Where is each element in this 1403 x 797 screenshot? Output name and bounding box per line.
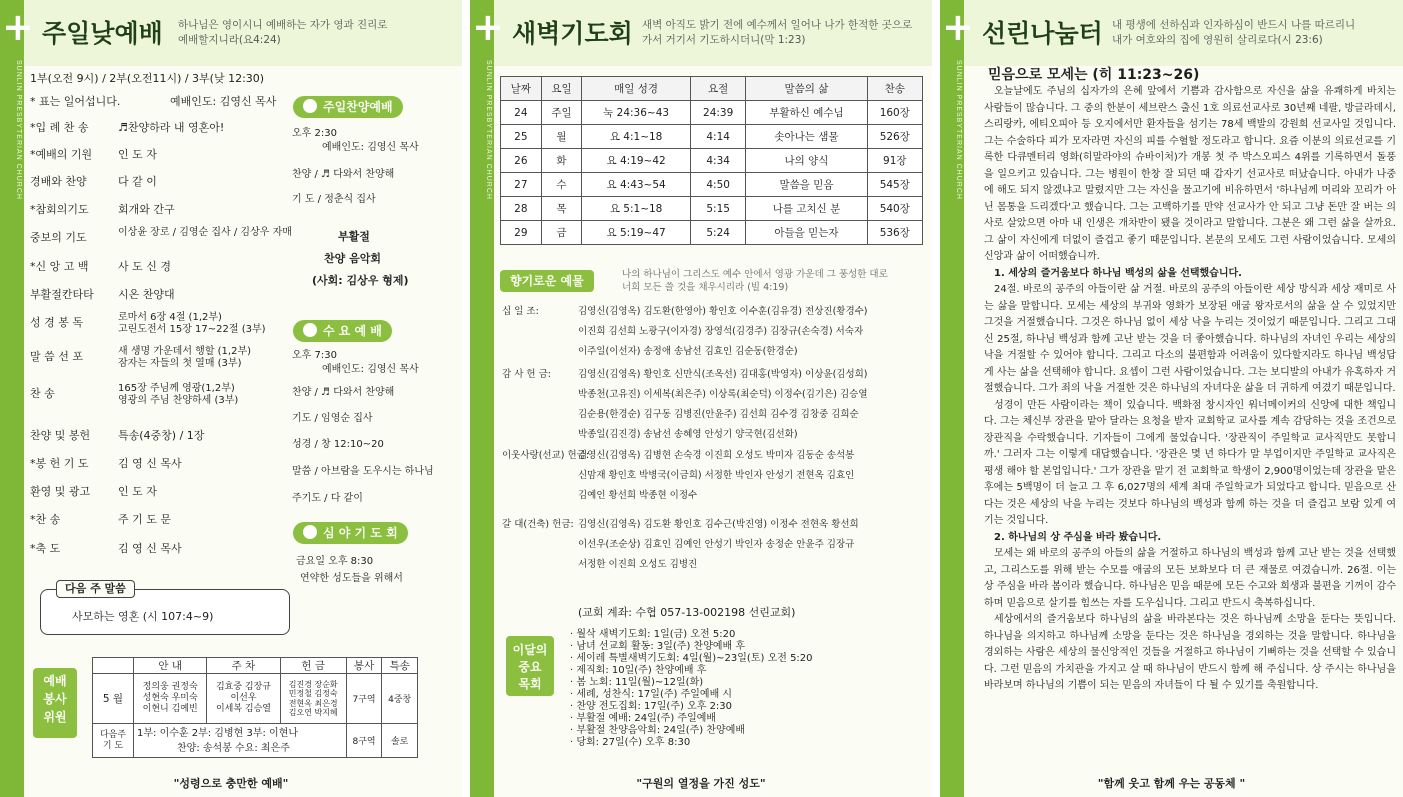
dawn-cell: 29 — [501, 221, 542, 245]
vol-service: 7구역 — [346, 674, 382, 724]
wednesday-sermon: 말씀 / 아브람을 도우시는 하나님 — [292, 466, 434, 477]
order-label: 말 씀 선 포 — [30, 350, 83, 363]
dawn-cell: 24:39 — [690, 101, 746, 125]
dawn-header: 말씀의 삶 — [746, 77, 867, 101]
dawn-cell: 5:24 — [690, 221, 746, 245]
header-verse: 하나님은 영이시니 예배하는 자가 영과 진리로 예배할지니라(요4:24) — [178, 19, 388, 46]
dawn-cell: 545장 — [867, 173, 922, 197]
sermon-paragraph: 모세는 왜 바로의 공주의 아들의 삶을 거절하고 하나님의 백성과 함께 고난 받는 것을 선택했고, 그리스도를 위해 받는 수모를 애굽의 모든 보화보다 더 큰 재물로 여겼습니까. 26절. 이는 상 주심을 바라 봄이라 했습니다. 하나님은 믿음 때문에 모든 수고와 희생과 불편을 기꺼이 감수하며 믿음으로 살기를 힘쓰는 자를 도우십니다. 그리고 반드시 축복하십니다. — [984, 548, 1396, 609]
dawn-cell: 160장 — [867, 101, 922, 125]
offering-names: 신맘재 황인호 박병국(이금희) 서정한 박인자 안성기 전현옥 김효인 — [578, 470, 855, 481]
dawn-header: 찬송 — [867, 77, 922, 101]
event-item: · 제직회: 10일(주) 찬양예배 후 — [570, 665, 707, 676]
event-item: · 찬양 전도집회: 17일(주) 오후 2:30 — [570, 701, 733, 712]
order-value: 주 기 도 문 — [118, 513, 171, 526]
dawn-row — [501, 125, 923, 149]
cross-icon: + — [2, 5, 34, 49]
dawn-cell: 25 — [501, 125, 542, 149]
offering-names: 이진희 김선희 노광구(이자경) 장영석(김경주) 김장규(손숙경) 서숙자 — [578, 326, 864, 337]
vol-next-label: 다음주 기 도 — [93, 724, 134, 758]
offering-names: 박종일(김진경) 송남선 송혜영 안성기 양국현(김선화) — [578, 429, 798, 440]
offering-names: 서정한 이진희 오성도 김병진 — [578, 559, 698, 570]
order-label: 찬 송 — [30, 387, 55, 400]
easter-concert: 찬양 음악회 — [324, 252, 381, 265]
dawn-cell: 목 — [541, 197, 582, 221]
badge-label: 수 요 예 배 — [323, 324, 382, 338]
dawn-cell: 나의 양식 — [746, 149, 867, 173]
worship-icon — [303, 525, 317, 539]
easter-host: (사회: 김상우 형제) — [312, 274, 409, 287]
order-value: 회개와 간구 — [118, 203, 175, 216]
order-value: 예배인도: 김영신 목사 — [170, 95, 277, 108]
order-value: 이상윤 장로 / 김영순 집사 / 김상우 자매 — [118, 227, 292, 238]
church-name-vertical: SUNLIN PRESBYTERIAN CHURCH — [15, 60, 22, 200]
order-label: *봉 헌 기 도 — [30, 457, 89, 470]
header-verse: 내 평생에 선하심과 인자하심이 반드시 나를 따르리니 내가 여호와의 집에 영원히 살리로다(시 23:6) — [1112, 19, 1356, 46]
dawn-cell: 4:50 — [690, 173, 746, 197]
offering-names: 이선우(조순상) 김효인 김예인 안성기 박인자 송정순 안윤주 김장규 — [578, 539, 855, 550]
order-label: 중보의 기도 — [30, 231, 87, 244]
dawn-cell: 말씀을 믿음 — [746, 173, 867, 197]
sermon-point: 2. 하나님의 상 주심을 바라 봤습니다. — [994, 531, 1162, 543]
panel-sharing — [940, 0, 1403, 797]
vol-next-line1: 1부: 이수훈 2부: 김병현 3부: 이현나 — [137, 727, 299, 739]
order-value: 김 영 신 목사 — [118, 542, 182, 555]
panel-dawn-prayer — [470, 0, 932, 797]
easter-title: 부활절 — [338, 230, 370, 243]
vol-header: 주 차 — [207, 658, 280, 674]
vol-special: 4중창 — [382, 674, 418, 724]
order-label: 성 경 봉 독 — [30, 316, 83, 329]
dawn-cell: 월 — [541, 125, 582, 149]
page-title: 주일낮예배 — [42, 19, 163, 48]
offering-names: 김영신(김영옥) 김병현 손숙경 이진희 오성도 박미자 김동순 송석봉 — [578, 450, 855, 461]
order-label: *참회의기도 — [30, 203, 89, 216]
dawn-cell: 요 4:1~18 — [582, 125, 691, 149]
vol-corner — [93, 658, 134, 674]
service-times: 1부(오전 9시) / 2부(오전11시) / 3부(낮 12:30) — [30, 72, 265, 85]
order-value: 새 생명 가운데서 행할 (1,2부) 잠자는 자들의 첫 열매 (3부) — [118, 346, 252, 369]
event-item: · 봄 노회: 11일(월)~12일(화) — [570, 677, 704, 688]
dawn-header: 요일 — [541, 77, 582, 101]
dawn-cell: 솟아나는 샘물 — [746, 125, 867, 149]
offering-names: 이주일(이선자) 송정애 송남선 김효인 김순동(한경순) — [578, 346, 798, 357]
vol-offering: 김진경 장순화 민정철 김정숙 전현옥 최은경 김오연 박지혜 — [280, 674, 346, 724]
dawn-cell: 주일 — [541, 101, 582, 125]
vol-next-prayer — [134, 724, 347, 758]
wednesday-time: 오후 7:30 — [292, 350, 337, 361]
vol-month: 5 월 — [93, 674, 134, 724]
panel-footer: "함께 웃고 함께 우는 공동체 " — [1097, 777, 1246, 790]
event-item: · 세이레 특별새벽기도회: 4일(월)~23일(토) 오전 5:20 — [570, 653, 813, 664]
dawn-schedule-table — [500, 76, 923, 245]
header-verse: 새벽 아직도 밝기 전에 예수께서 일어나 나가 한적한 곳으로 가서 거기서 기도하시더니(막 1:23) — [642, 19, 913, 46]
order-value: 김 영 신 목사 — [118, 457, 182, 470]
panel-footer: "구원의 열정을 가진 성도" — [636, 777, 766, 790]
dawn-row — [501, 221, 923, 245]
event-item: · 남녀 선교회 활동: 3일(주) 찬양예배 후 — [570, 641, 746, 652]
event-item: · 부활절 예배: 24일(주) 주일예배 — [570, 713, 717, 724]
offering-category: 감 사 헌 금: — [502, 369, 551, 380]
dawn-cell: 요 4:19~42 — [582, 149, 691, 173]
dawn-cell: 540장 — [867, 197, 922, 221]
offering-names: 김영신(김영옥) 김도환 황인호 김수근(박진영) 이정수 전현옥 황선희 — [578, 519, 859, 530]
dawn-cell: 부활하신 예수님 — [746, 101, 867, 125]
vol-header: 특송 — [382, 658, 418, 674]
sermon-paragraph: 성경이 만든 사람이라는 책이 있습니다. 백화점 창시자인 워너메이커의 신앙에 대한 책입니다. 그는 체신부 장관을 맡아 달라는 요청을 받자 교회학교 교사를 계속 감당하는 것을 조건으로 장관직을 수락했습니다. 기자들이 그에게 물었습니다. '장관직이 주일학교 교사직만도 못합니까.' 그러자 그는 이렇게 대답했습니다. '장관은 몇 년 하다가 말 부업이지만 주일학교 교사직은 평생 해야 할 본업입니다.' 그가 장관을 맡기 전 교회학교 학생이 2,900명이었는데 장관을 맡은 후에는 5백명이 더 늘고 그 후 6,027명의 세계 최대 주일학교가 되었다고 합니다. 믿음으로 산다는 것은 세상의 낙을 누리는 것보다 하나님의 백성과 함께 하는 것을 더 즐겁고 보람 있게 여기는 것입니다. — [984, 399, 1396, 526]
wednesday-scripture: 성경 / 창 12:10~20 — [292, 439, 384, 450]
order-label: * 표는 일어섭니다. — [30, 95, 121, 108]
dawn-cell: 나를 고치신 분 — [746, 197, 867, 221]
events-label: 이달의 중요 목회 — [506, 636, 554, 696]
dawn-cell: 24 — [501, 101, 542, 125]
dawn-cell: 요 5:19~47 — [582, 221, 691, 245]
sermon-body — [984, 84, 1396, 695]
order-value: 특송(4중창) / 1장 — [118, 429, 205, 442]
offering-names: 김영신(김영옥) 황인호 신만식(조옥선) 김대홍(박영자) 이상윤(김성희) — [578, 369, 868, 380]
order-value: 시온 찬양대 — [118, 288, 175, 301]
event-item: · 월삭 새벽기도회: 1일(금) 오전 5:20 — [570, 629, 736, 640]
next-week-text: 사모하는 영혼 (시 107:4~9) — [72, 610, 214, 623]
offering-category: 갈 대(건축) 헌금: — [502, 519, 574, 530]
order-label: 경배와 찬양 — [30, 175, 87, 188]
order-label: 환영 및 광고 — [30, 485, 91, 498]
offering-category: 십 일 조: — [502, 306, 539, 317]
dawn-cell: 아들을 믿는자 — [746, 221, 867, 245]
sunday-praise-leader: 예배인도: 김영신 목사 — [322, 142, 419, 153]
side-strip — [470, 0, 494, 797]
vol-header: 헌 금 — [280, 658, 346, 674]
order-value: 인 도 자 — [118, 148, 157, 161]
order-value: ♬찬양하라 내 영혼아! — [118, 121, 225, 134]
dawn-cell: 536장 — [867, 221, 922, 245]
panel-sunday-worship — [0, 0, 462, 797]
vol-next-service: 8구역 — [346, 724, 382, 758]
night-prayer-time: 금요일 오후 8:30 — [296, 556, 374, 567]
sermon-paragraph: 세상에서의 즐거움보다 하나님의 삶을 바라본다는 것은 하나님께 소망을 둔다는 뜻입니다. 하나님을 의지하고 하나님께 소망을 둔다는 것은 하나님을 경외하는 것을 말합니다. 하나님을 경외하는 사람은 세상의 물신앙적인 것들을 거절하고 하나님이 기뻐하는 것을 선택할 수 있습니다. 그런 믿음의 가치관을 가지고 살 때 하나님이 반드시 함께 해 주십니다. 상 주시는 하나님을 바라보며 하나님의 기쁨이 되는 믿음의 자녀들이 다 될 수 있기를 축원합니다. — [984, 614, 1396, 691]
order-label: 찬양 및 봉헌 — [30, 429, 91, 442]
sunday-praise-time: 오후 2:30 — [292, 128, 337, 139]
vol-next-line2: 찬양: 송석봉 수요: 최은주 — [177, 742, 290, 754]
dawn-cell: 28 — [501, 197, 542, 221]
order-value: 로마서 6장 4절 (1,2부) 고린도전서 15장 17~22절 (3부) — [118, 312, 266, 335]
order-label: *입 례 찬 송 — [30, 121, 89, 134]
sermon-paragraph: 오늘날에도 주님의 십자가의 은혜 앞에서 기쁨과 감사함으로 자신을 삶을 유쾌하게 바치는 사람들이 많습니다. 그 중의 한분이 세브란스 출신 1호 의료선교사로 30년째 네팔, 방글라데시, 스리랑카, 에티오피아 등 오지에서만 환자들을 섬기는 78세 백발의 강원희 선교사일 것입니다. 그는 수술하다 피가 모자라면 자신의 피를 수혈할 정도라고 합니다. 요즘 이분의 의료선교를 기록한 다큐멘터리 영화(히말라야의 슈바이처)가 개봉 첫 주 박스오피스 4위를 기록하면서 돌풍을 일으키고 있습니다. 그는 병원이 한창 잘 되던 때 갑자기 선교사로 떠났습니다. 아내가 나중에 해도 되지 않겠냐고 말렸지만 그는 자신을 물고기에 비유하면서 '하나님께 머리와 꼬리가 아닌 몸통을 드리겠다'고 했습니다. 그는 고백하기를 만약 선교사가 안 되고 그냥 돈만 잘 버는 의사로 살았으면 아마 내 인생은 개차반이 됐을 것이라고 말합니다. 그분은 왜 그런 삶을 살까요. 그 삶이 자신에게 더없이 즐겁고 좋기 때문입니다. 본문의 모세도 그런 사람이었습니다. 모세의 신앙과 삶이 어떠했습니까. — [984, 86, 1396, 262]
bank-account: (교회 계좌: 수협 057-13-002198 선린교회) — [578, 606, 796, 619]
dawn-cell: 4:14 — [690, 125, 746, 149]
dawn-row — [501, 101, 923, 125]
page-title: 선린나눔터 — [982, 19, 1103, 48]
badge-label: 심 야 기 도 회 — [323, 526, 398, 540]
dawn-cell: 눅 24:36~43 — [582, 101, 691, 125]
dawn-row — [501, 149, 923, 173]
dawn-cell: 526장 — [867, 125, 922, 149]
dawn-cell: 금 — [541, 221, 582, 245]
dawn-row — [501, 173, 923, 197]
dawn-cell: 요 5:1~18 — [582, 197, 691, 221]
worship-icon — [303, 99, 317, 113]
offering-names: 김영신(김영옥) 김도환(한영아) 황인호 이수훈(김유경) 전상진(황경수) — [578, 306, 868, 317]
dawn-header: 날짜 — [501, 77, 542, 101]
event-item: · 당회: 27일(수) 오후 8:30 — [570, 737, 691, 748]
side-strip — [940, 0, 964, 797]
volunteer-label: 예배 봉사 위원 — [33, 668, 77, 738]
sermon-paragraph: 24절. 바로의 공주의 아들이란 삶 거절. 바로의 공주의 아들이란 세상 방식과 세상 재미로 사는 삶을 말합니다. 모세는 세상의 부귀와 영화가 보장된 애굽 왕자로서의 삶을 살 수 있었지만 그것을 거절했습니다. 그것은 하나님 없이 세상 낙을 누리는 것이었기 때문입니다. 그리고 그대신 25절, 하나님 백성과 함께 고난 받는 것을 더 좋아했습니다. 하나님의 자녀인 우리는 세상의 낙을 거절할 수 있어야 합니다. 그리고 다소의 불편함과 어려움이 있다할지라도 하나님 백성답게 사는 삶을 선택해야 합니다. 요셉이 그런 사람이었습니다. 그는 보디발의 아내가 유혹하자 거절했습니다. 그가 죄의 낙을 거절한 것은 하나님의 자녀다운 삶을 더 귀하게 여겼기 때문입니다. — [984, 284, 1396, 394]
dawn-cell: 4:34 — [690, 149, 746, 173]
wednesday-lords-prayer: 주기도 / 다 같이 — [292, 493, 363, 504]
offering-badge: 향기로운 예물 — [500, 270, 594, 292]
dawn-table-body — [501, 101, 923, 245]
wednesday-prayer: 기도 / 임영순 집사 — [292, 413, 373, 424]
next-week-label: 다음 주 말씀 — [56, 580, 135, 598]
vol-next-special: 솔로 — [382, 724, 418, 758]
vol-parking: 김효중 김장규 이선우 이세복 김승열 — [207, 674, 280, 724]
wednesday-badge — [293, 320, 392, 342]
dawn-cell: 요 4:43~54 — [582, 173, 691, 197]
vol-header: 안 내 — [134, 658, 207, 674]
order-label: *축 도 — [30, 542, 61, 555]
order-value: 165장 주님께 영광(1,2부) 영광의 주님 찬양하세 (3부) — [118, 383, 239, 406]
church-name-vertical: SUNLIN PRESBYTERIAN CHURCH — [955, 60, 962, 200]
dawn-cell: 수 — [541, 173, 582, 197]
dawn-cell: 26 — [501, 149, 542, 173]
wednesday-hymn: 찬양 / ♬ 다와서 찬양해 — [292, 387, 395, 398]
order-value: 인 도 자 — [118, 485, 157, 498]
dawn-row — [501, 197, 923, 221]
order-label: *예배의 기원 — [30, 148, 93, 161]
dawn-cell: 27 — [501, 173, 542, 197]
cross-icon: + — [472, 5, 504, 49]
offering-names: 김예인 황선희 박종현 이정수 — [578, 490, 698, 501]
order-label: *신 앙 고 백 — [30, 260, 89, 273]
offering-names: 김순용(한경순) 김구동 김병진(안윤주) 김선희 김수경 김창중 김희순 — [578, 409, 859, 420]
event-item: · 부활절 찬양음악회: 24일(주) 찬양예배 — [570, 725, 746, 736]
vol-guide: 정의웅 권정숙 성현숙 우미숙 이현니 김예빈 — [134, 674, 207, 724]
volunteer-table — [92, 657, 418, 758]
cross-icon: + — [942, 5, 974, 49]
page-title: 새벽기도회 — [512, 19, 633, 48]
church-name-vertical: SUNLIN PRESBYTERIAN CHURCH — [485, 60, 492, 200]
offering-category: 이웃사랑(선교) 헌금: — [502, 450, 590, 461]
panel-footer: "성령으로 충만한 예배" — [173, 777, 289, 790]
badge-label: 주일찬양예배 — [323, 100, 393, 114]
dawn-header: 요절 — [690, 77, 746, 101]
vol-header: 봉사 — [346, 658, 382, 674]
wednesday-leader: 예배인도: 김영신 목사 — [322, 364, 419, 375]
order-value: 다 같 이 — [118, 175, 157, 188]
sermon-heading: 믿음으로 모세는 (히 11:23~26) — [988, 67, 1200, 83]
order-label: *찬 송 — [30, 513, 61, 526]
sunday-praise-prayer: 기 도 / 정춘식 집사 — [292, 194, 376, 205]
worship-icon — [303, 323, 317, 337]
sermon-point: 1. 세상의 즐거움보다 하나님 백성의 삶을 선택했습니다. — [994, 267, 1242, 279]
sunday-praise-badge — [293, 96, 403, 118]
sunday-praise-hymn: 찬양 / ♬ 다와서 찬양해 — [292, 169, 395, 180]
dawn-header: 매일 성경 — [582, 77, 691, 101]
order-label: 부활절칸타타 — [30, 288, 94, 301]
night-prayer-badge — [293, 522, 408, 544]
event-item: · 세례, 성찬식: 17일(주) 주일예배 시 — [570, 689, 733, 700]
dawn-cell: 화 — [541, 149, 582, 173]
order-value: 사 도 신 경 — [118, 260, 171, 273]
dawn-cell: 91장 — [867, 149, 922, 173]
offering-names: 박종천(고유진) 이세복(최은주) 이상록(최순덕) 이정수(김기은) 김승열 — [578, 389, 868, 400]
side-strip — [0, 0, 24, 797]
offering-verse: 나의 하나님이 그리스도 예수 안에서 영광 가운데 그 풍성한 대로 너희 모든 쓸 것을 채우시리라 (빌 4:19) — [622, 269, 888, 293]
dawn-cell: 5:15 — [690, 197, 746, 221]
night-prayer-desc: 연약한 성도들을 위해서 — [300, 573, 403, 584]
